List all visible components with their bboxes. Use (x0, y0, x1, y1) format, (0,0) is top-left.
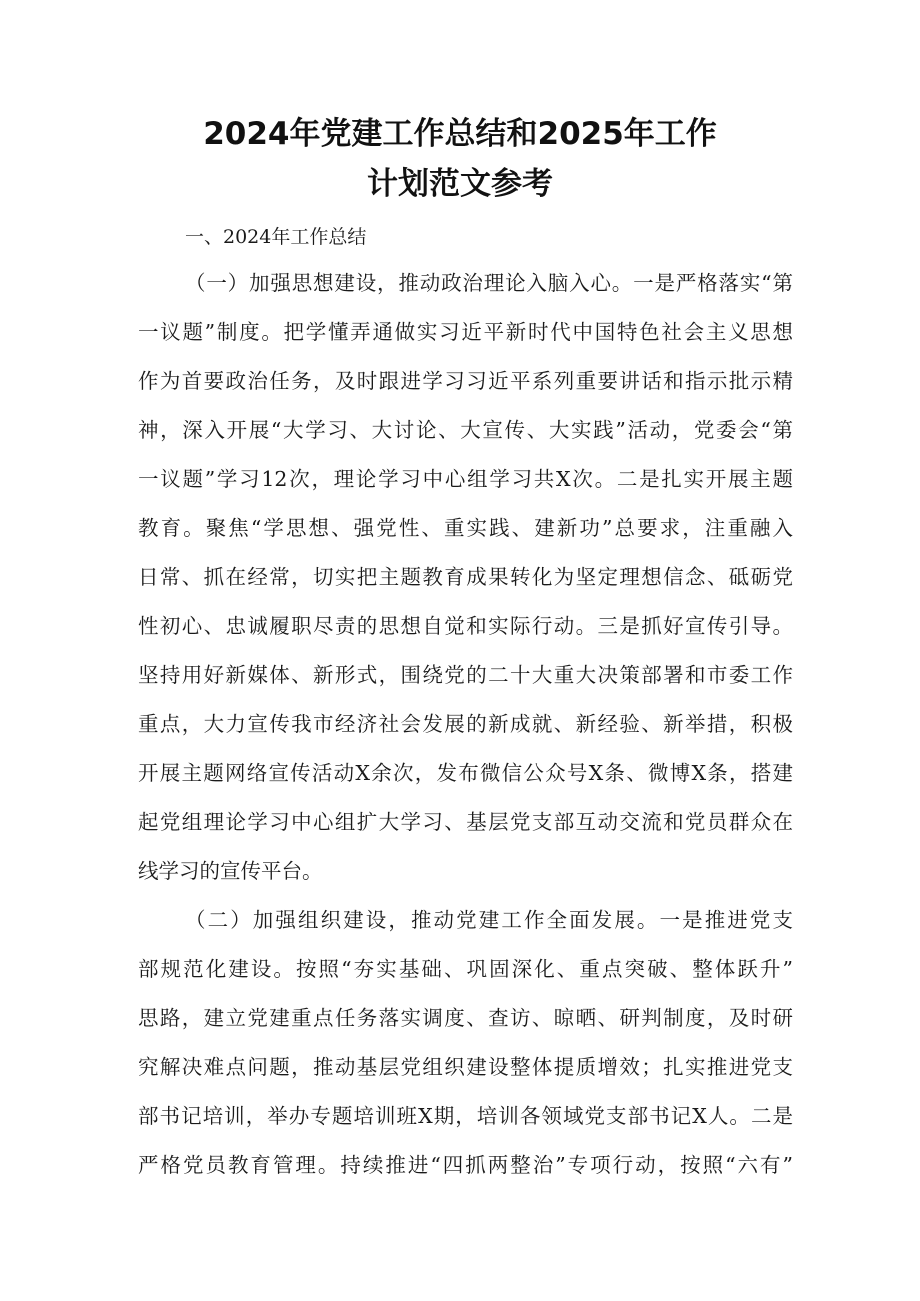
paragraph-1-line: 性初心、忠诚履职尽责的思想自觉和实际行动。三是抓好宣传引导。 (138, 614, 793, 638)
paragraph-1-line: 日常、抓在经常，切实把主题教育成果转化为坚定理想信念、砥砺党 (138, 565, 793, 589)
document-title-line-1: 2024年党建工作总结和2025年工作 (203, 116, 717, 152)
paragraph-1-line: 线学习的宣传平台。 (138, 859, 323, 883)
paragraph-1-line: 作为首要政治任务，及时跟进学习习近平系列重要讲话和指示批示精 (138, 369, 793, 393)
paragraph-2-line: 部书记培训，举办专题培训班X期，培训各领域党支部书记X人。二是 (138, 1104, 793, 1128)
paragraph-1-line: 一议题”学习12次，理论学习中心组学习共X次。二是扎实开展主题 (138, 467, 793, 491)
paragraph-2-line: 思路，建立党建重点任务落实调度、查访、晾晒、研判制度，及时研 (138, 1006, 793, 1030)
paragraph-1-line: 开展主题网络宣传活动X余次，发布微信公众号X条、微博X条，搭建 (138, 761, 793, 785)
paragraph-1-line: 一议题”制度。把学懂弄通做实习近平新时代中国特色社会主义思想 (138, 320, 793, 344)
paragraph-1-line: （一）加强思想建设，推动政治理论入脑入心。一是严格落实“第 (185, 271, 793, 295)
paragraph-2-line: 严格党员教育管理。持续推进“四抓两整治”专项行动，按照“六有” (138, 1153, 793, 1177)
document-title-line-2: 计划范文参考 (367, 166, 553, 202)
paragraph-1-line: 坚持用好新媒体、新形式，围绕党的二十大重大决策部署和市委工作 (138, 663, 793, 687)
section-heading-2024-summary: 一、2024年工作总结 (185, 226, 367, 248)
paragraph-1-line: 教育。聚焦“学思想、强党性、重实践、建新功”总要求，注重融入 (138, 516, 793, 540)
paragraph-2-line: 究解决难点问题，推动基层党组织建设整体提质增效；扎实推进党支 (138, 1055, 793, 1079)
paragraph-1-line: 起党组理论学习中心组扩大学习、基层党支部互动交流和党员群众在 (138, 810, 793, 834)
paragraph-2-line: （二）加强组织建设，推动党建工作全面发展。一是推进党支 (185, 908, 793, 932)
paragraph-1-line: 重点，大力宣传我市经济社会发展的新成就、新经验、新举措，积极 (138, 712, 793, 736)
paragraph-2-line: 部规范化建设。按照“夯实基础、巩固深化、重点突破、整体跃升” (138, 957, 793, 981)
paragraph-1-line: 神，深入开展“大学习、大讨论、大宣传、大实践”活动，党委会“第 (138, 418, 793, 442)
